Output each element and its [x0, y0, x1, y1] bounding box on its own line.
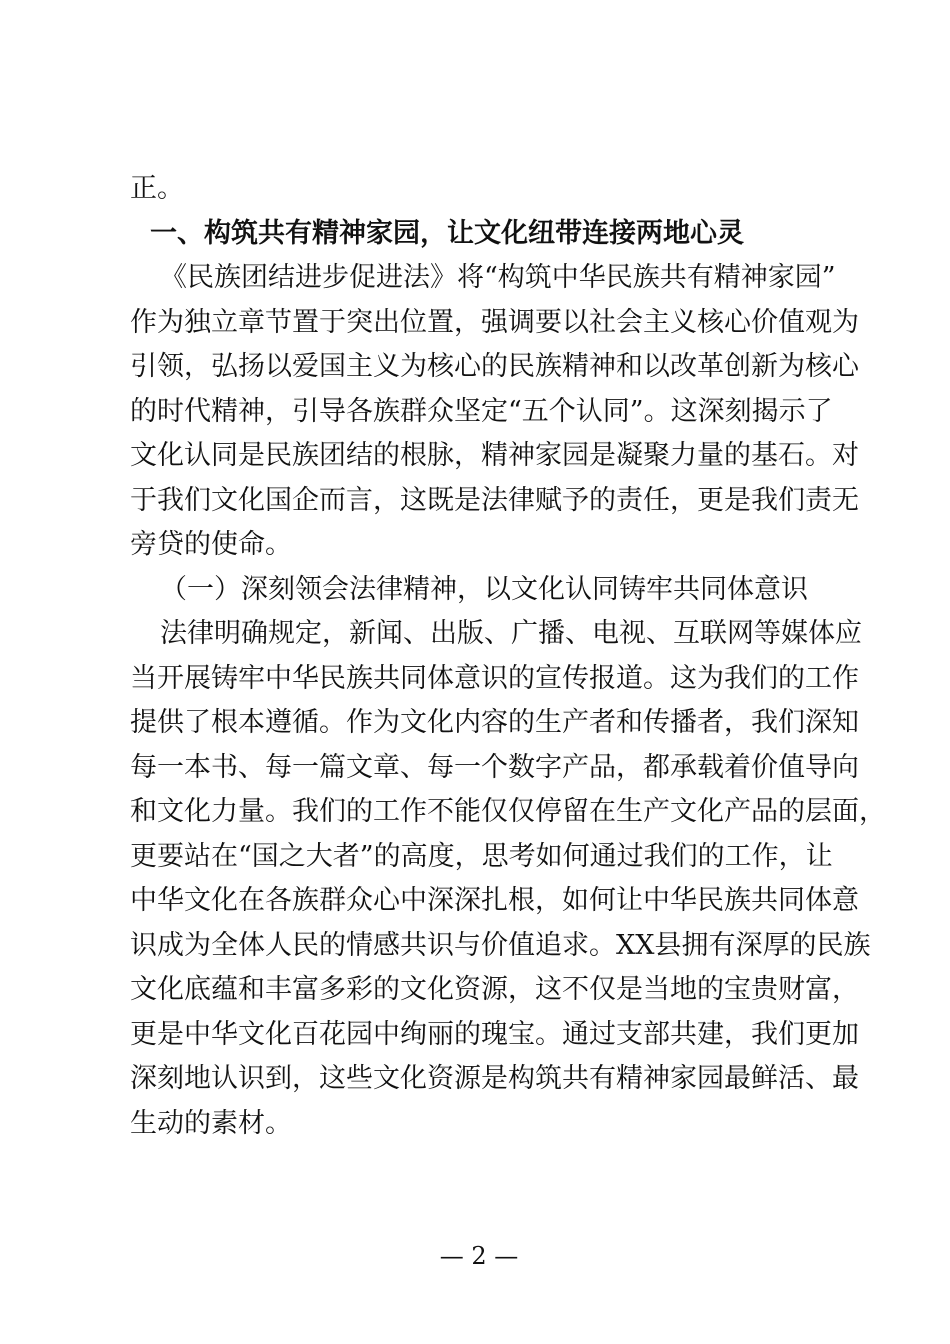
text-line: 文化底蕴和丰富多彩的文化资源，这不仅是当地的宝贵财富，	[130, 974, 859, 1005]
text-line: 文化认同是民族团结的根脉，精神家园是凝聚力量的基石。对	[130, 440, 859, 471]
text-line: 和文化力量。我们的工作不能仅仅停留在生产文化产品的层面，	[130, 796, 886, 827]
text-line: 更要站在“国之大者”的高度，思考如何通过我们的工作，让	[130, 840, 833, 872]
document-body	[130, 167, 886, 1146]
page-number: — 2 —	[439, 1242, 519, 1270]
text-line: 引领，弘扬以爱国主义为核心的民族精神和以改革创新为核心	[130, 351, 859, 382]
text-line: 更是中华文化百花园中绚丽的瑰宝。通过支部共建，我们更加	[130, 1018, 859, 1050]
text-line: 每一本书、每一篇文章、每一个数字产品，都承载着价值导向	[130, 751, 859, 783]
section-heading: 一、构筑共有精神家园，让文化纽带连接两地心灵	[150, 217, 744, 249]
text-line: 旁贷的使命。	[130, 529, 292, 560]
text-line: 提供了根本遵循。作为文化内容的生产者和传播者，我们深知	[130, 707, 859, 738]
text-line: 正。	[130, 173, 184, 204]
text-line: 深刻地认识到，这些文化资源是构筑共有精神家园最鲜活、最	[130, 1063, 859, 1094]
text-line: 识成为全体人民的情感共识与价值追求。XX县拥有深厚的民族	[130, 929, 871, 961]
text-line: 《民族团结进步促进法》将“构筑中华民族共有精神家园”	[160, 262, 836, 293]
text-line: 生动的素材。	[130, 1107, 292, 1139]
subsection-heading: （一）深刻领会法律精神，以文化认同铸牢共同体意识	[160, 573, 808, 605]
text-line: 当开展铸牢中华民族共同体意识的宣传报道。这为我们的工作	[130, 662, 859, 694]
text-line: 作为独立章节置于突出位置，强调要以社会主义核心价值观为	[130, 306, 859, 338]
text-line: 的时代精神，引导各族群众坚定“五个认同”。这深刻揭示了	[130, 395, 833, 427]
text-line: 于我们文化国企而言，这既是法律赋予的责任，更是我们责无	[130, 484, 859, 516]
text-line: 中华文化在各族群众心中深深扎根，如何让中华民族共同体意	[130, 885, 859, 916]
text-line: 法律明确规定，新闻、出版、广播、电视、互联网等媒体应	[160, 618, 862, 649]
